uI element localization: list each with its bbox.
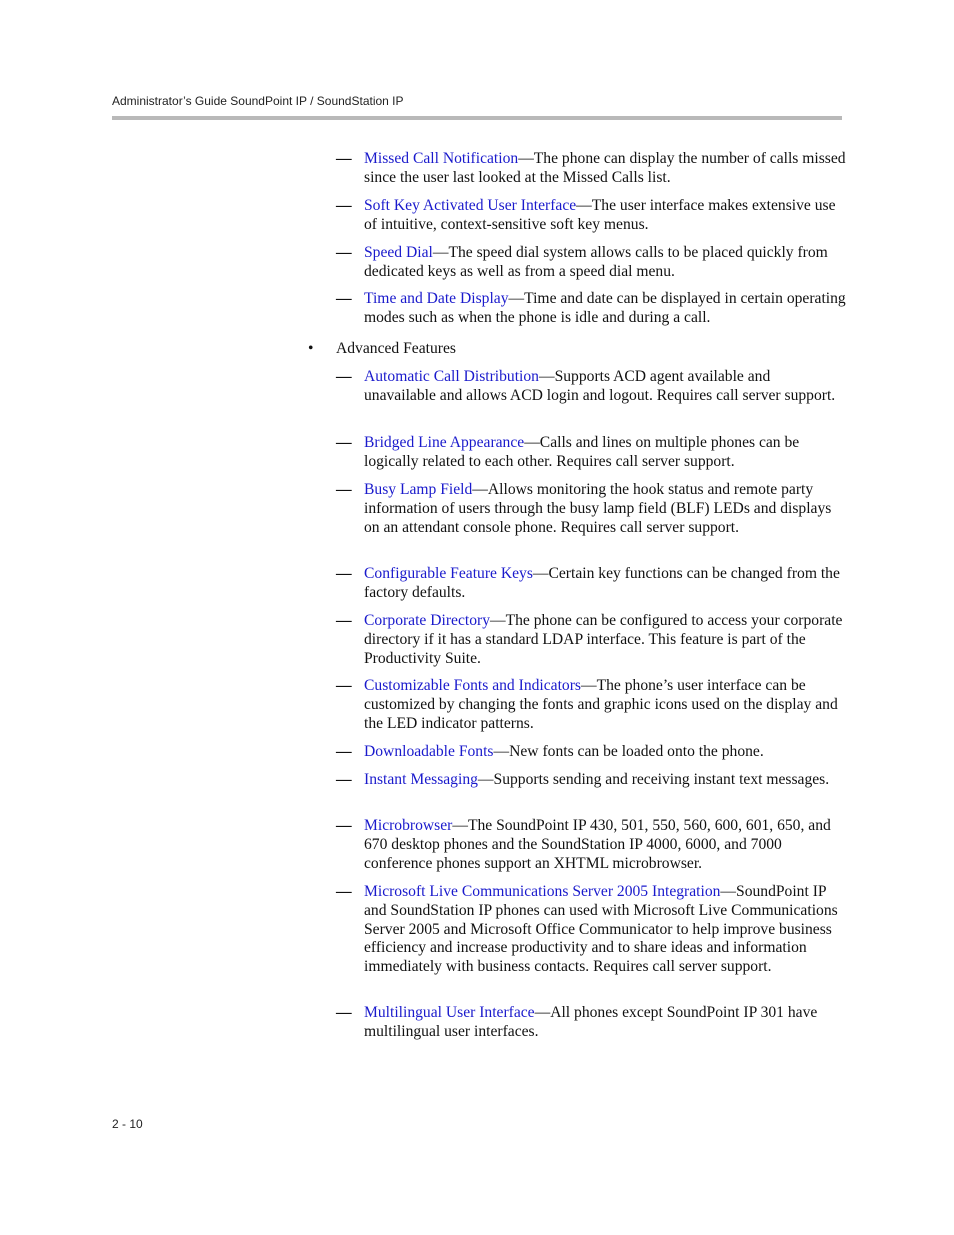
dash-marker: — (336, 743, 352, 760)
list-item (336, 817, 846, 873)
list-item (336, 1004, 846, 1042)
item-text (364, 565, 846, 603)
item-description: —The user interface makes extensive use of intuitive, context-sensitive soft key menus. (364, 197, 836, 233)
link-speed-dial[interactable]: Speed Dial (364, 244, 433, 261)
item-text (364, 434, 846, 472)
link-busy-lamp-field[interactable]: Busy Lamp Field (364, 481, 473, 498)
item-text (364, 817, 846, 873)
item-description: —The phone can be configured to access your corporate directory if it has a standard LDAP interface. This feature is part of the Productivity Suite. (364, 612, 843, 667)
dash-marker: — (336, 290, 352, 307)
item-text (364, 677, 846, 733)
bullet-marker: • (308, 340, 314, 357)
list-item (336, 150, 846, 188)
item-description: —Calls and lines on multiple phones can be logically related to each other. Requires call server support. (364, 434, 800, 470)
dash-marker: — (336, 883, 352, 900)
item-text (364, 150, 846, 188)
link-bridged-line-appearance[interactable]: Bridged Line Appearance (364, 434, 525, 451)
list-item (336, 565, 846, 603)
dash-marker: — (336, 197, 352, 214)
list-item (336, 290, 846, 328)
link-downloadable-fonts[interactable]: Downloadable Fonts (364, 743, 494, 760)
item-text (364, 612, 846, 668)
item-description: —Supports ACD agent available and unavailable and allows ACD login and logout. Requires call server support. (364, 368, 836, 404)
dash-marker: — (336, 1004, 352, 1021)
list-item (336, 883, 846, 977)
item-description: —Time and date can be displayed in certain operating modes such as when the phone is idle and during a call. (364, 290, 846, 326)
dash-marker: — (336, 244, 352, 261)
item-description: —The phone’s user interface can be customized by changing the fonts and graphic icons used on the display and the LED indicator patterns. (364, 677, 838, 732)
dash-marker: — (336, 150, 352, 167)
list-item (336, 481, 846, 537)
item-text (364, 244, 846, 282)
list-item (336, 434, 846, 472)
list-item (336, 368, 846, 406)
link-configurable-feature-keys[interactable]: Configurable Feature Keys (364, 565, 533, 582)
list-item (336, 612, 846, 668)
dash-marker: — (336, 434, 352, 451)
link-multilingual-user-interface[interactable]: Multilingual User Interface (364, 1004, 535, 1021)
item-text (364, 481, 846, 537)
link-customizable-fonts-and-indicators[interactable]: Customizable Fonts and Indicators (364, 677, 581, 694)
list-item (336, 771, 846, 790)
link-microsoft-live-communications-server-integration[interactable]: Microsoft Live Communications Server 2005 Integration (364, 883, 721, 900)
item-text (364, 197, 846, 235)
link-instant-messaging[interactable]: Instant Messaging (364, 771, 478, 788)
advanced-features-label: Advanced Features (336, 340, 456, 357)
advanced-features-bullet (308, 340, 456, 359)
dash-marker: — (336, 817, 352, 834)
item-description: —The phone can display the number of calls missed since the user last looked at the Missed Calls list. (364, 150, 846, 186)
page-number: 2 - 10 (112, 1117, 143, 1131)
header-rule (112, 116, 842, 120)
running-header: Administrator’s Guide SoundPoint IP / SoundStation IP (112, 94, 404, 108)
list-item (336, 677, 846, 733)
list-item (336, 244, 846, 282)
link-missed-call-notification[interactable]: Missed Call Notification (364, 150, 519, 167)
item-text (364, 368, 846, 406)
item-description: —SoundPoint IP and SoundStation IP phones can used with Microsoft Live Communications Server 2005 and Microsoft Office Communicator to help improve business efficiency and increase productivity and to share ideas and information immediately with business contacts. Requires call server support. (364, 883, 838, 976)
item-text (364, 1004, 846, 1042)
dash-marker: — (336, 481, 352, 498)
item-text (364, 883, 846, 977)
dash-marker: — (336, 771, 352, 788)
item-text (364, 290, 846, 328)
item-description: —Certain key functions can be changed from the factory defaults. (364, 565, 840, 601)
dash-marker: — (336, 677, 352, 694)
item-description: —The speed dial system allows calls to be placed quickly from dedicated keys as well as from a speed dial menu. (364, 244, 828, 280)
link-microbrowser[interactable]: Microbrowser (364, 817, 453, 834)
dash-marker: — (336, 612, 352, 629)
item-description: —Allows monitoring the hook status and remote party information of users through the busy lamp field (BLF) LEDs and displays on an attendant console phone. Requires call server support. (364, 481, 832, 536)
item-description: —The SoundPoint IP 430, 501, 550, 560, 600, 601, 650, and 670 desktop phones and the SoundStation IP 4000, 6000, and 7000 conference phones support an XHTML microbrowser. (364, 817, 831, 872)
list-item (336, 197, 846, 235)
dash-marker: — (336, 368, 352, 385)
item-text (364, 743, 846, 762)
dash-marker: — (336, 565, 352, 582)
item-description: —Supports sending and receiving instant text messages. (477, 771, 830, 788)
item-text (364, 771, 846, 790)
link-automatic-call-distribution[interactable]: Automatic Call Distribution (364, 368, 539, 385)
link-time-and-date-display[interactable]: Time and Date Display (364, 290, 509, 307)
list-item (336, 743, 846, 762)
item-description: —All phones except SoundPoint IP 301 have multilingual user interfaces. (364, 1004, 818, 1040)
item-description: —New fonts can be loaded onto the phone. (493, 743, 764, 760)
link-corporate-directory[interactable]: Corporate Directory (364, 612, 490, 629)
link-soft-key-activated-user-interface[interactable]: Soft Key Activated User Interface (364, 197, 577, 214)
